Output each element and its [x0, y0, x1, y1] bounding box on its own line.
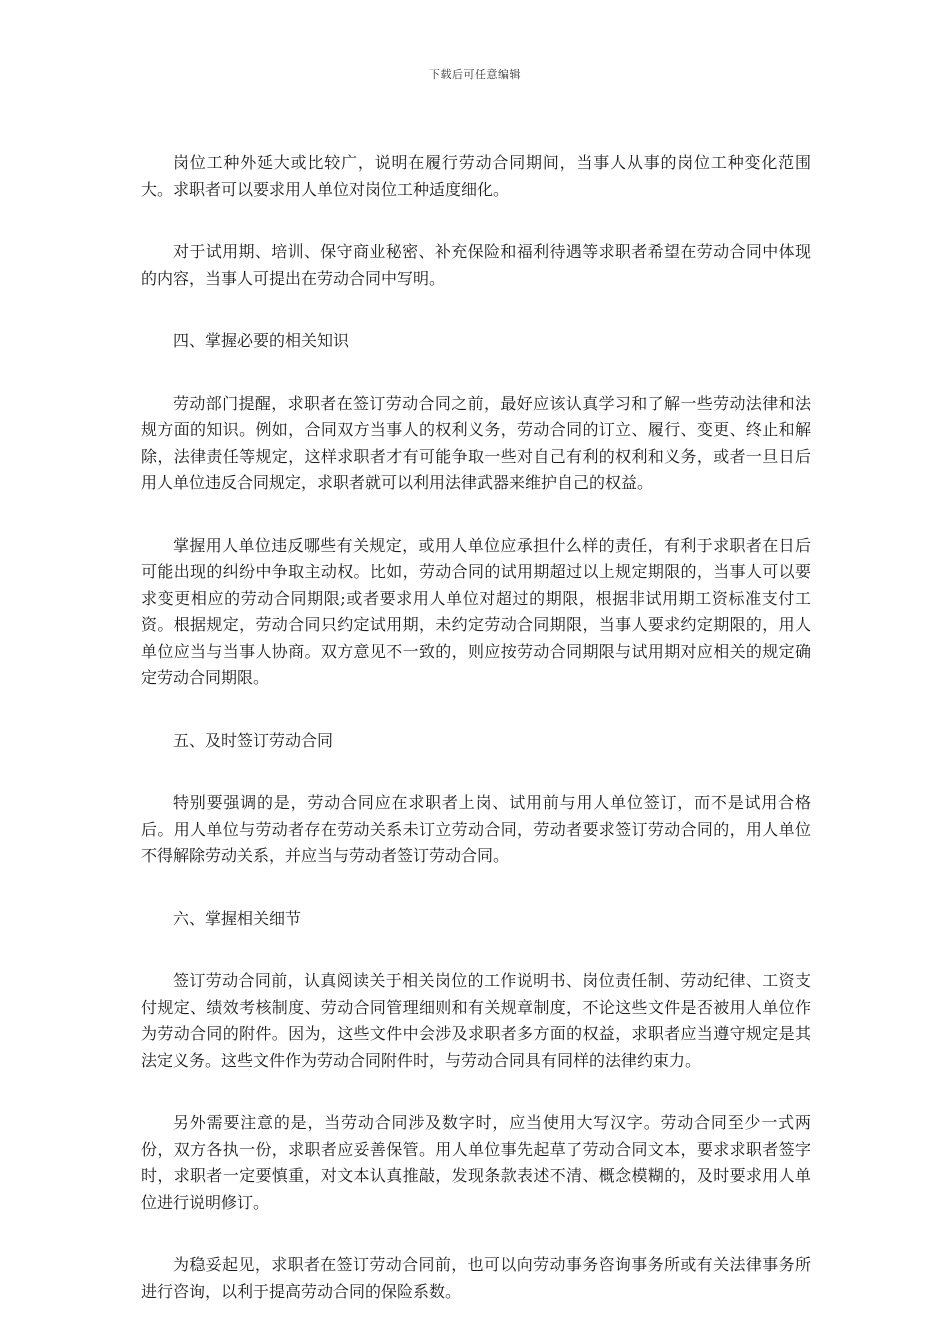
paragraph-timely-signing: 特别要强调的是，劳动合同应在求职者上岗、试用前与用人单位签订，而不是试用合格后。用人单位与劳动者存在劳动关系未订立劳动合同，劳动者要求签订劳动合同的，用人单位不得解除劳动关系，并应当与劳动者签订劳动合同。 — [141, 793, 811, 865]
paragraph-employer-violations: 掌握用人单位违反哪些有关规定，或用人单位应承担什么样的责任，有利于求职者在日后可能出现的纠纷中争取主动权。比如，劳动合同的试用期超过以上规定期限的，当事人可以要求变更相应的劳动合同期限;或者要求用人单位对超过的期限，根据非试用期工资标准支付工资。根据规定，劳动合同只约定试用期，未约定劳动合同期限，当事人要求约定期限的，用人单位应当与当事人协商。双方意见不一致的，则应按劳动合同期限与试用期对应相关的规定确定劳动合同期限。 — [141, 535, 811, 687]
document-body — [141, 150, 811, 1341]
paragraph-job-scope: 岗位工种外延大或比较广，说明在履行劳动合同期间，当事人从事的岗位工种变化范围大。求职者可以要求用人单位对岗位工种适度细化。 — [141, 153, 811, 199]
section-heading-6: 六、掌握相关细节 — [173, 908, 302, 928]
paragraph-contract-content: 对于试用期、培训、保守商业秘密、补充保险和福利待遇等求职者希望在劳动合同中体现的内容，当事人可提出在劳动合同中写明。 — [141, 242, 811, 288]
page-header: 下载后可任意编辑 — [429, 68, 521, 81]
paragraph-numbers-copies: 另外需要注意的是，当劳动合同涉及数字时，应当使用大写汉字。劳动合同至少一式两份，双方各执一份，求职者应妥善保管。用人单位事先起草了劳动合同文本，要求求职者签字时，求职者一定要慎重，对文本认真推敲，发现条款表述不清、概念模糊的，及时要求用人单位进行说明修订。 — [141, 1113, 811, 1212]
paragraph-read-documents: 签订劳动合同前，认真阅读关于相关岗位的工作说明书、岗位责任制、劳动纪律、工资支付规定、绩效考核制度、劳动合同管理细则和有关规章制度，不论这些文件是否被用人单位作为劳动合同的附件。因为，这些文件中会涉及求职者多方面的权益，求职者应当遵守规定是其法定义务。这些文件作为劳动合同附件时，与劳动合同具有同样的法律约束力。 — [141, 971, 811, 1070]
section-heading-4: 四、掌握必要的相关知识 — [173, 331, 350, 350]
paragraph-legal-knowledge: 劳动部门提醒，求职者在签订劳动合同之前，最好应该认真学习和了解一些劳动法律和法规方面的知识。例如，合同双方当事人的权利义务，劳动合同的订立、履行、变更、终止和解除，法律责任等规定，这样求职者才有可能争取一些对自己有利的权利和义务，或者一旦日后用人单位违反合同规定，求职者就可以利用法律武器来维护自己的权益。 — [141, 393, 811, 492]
paragraph-consultation: 为稳妥起见，求职者在签订劳动合同前，也可以向劳动事务咨询事务所或有关法律事务所进行咨询，以利于提高劳动合同的保险系数。 — [141, 1255, 811, 1301]
section-heading-5: 五、及时签订劳动合同 — [173, 730, 334, 750]
